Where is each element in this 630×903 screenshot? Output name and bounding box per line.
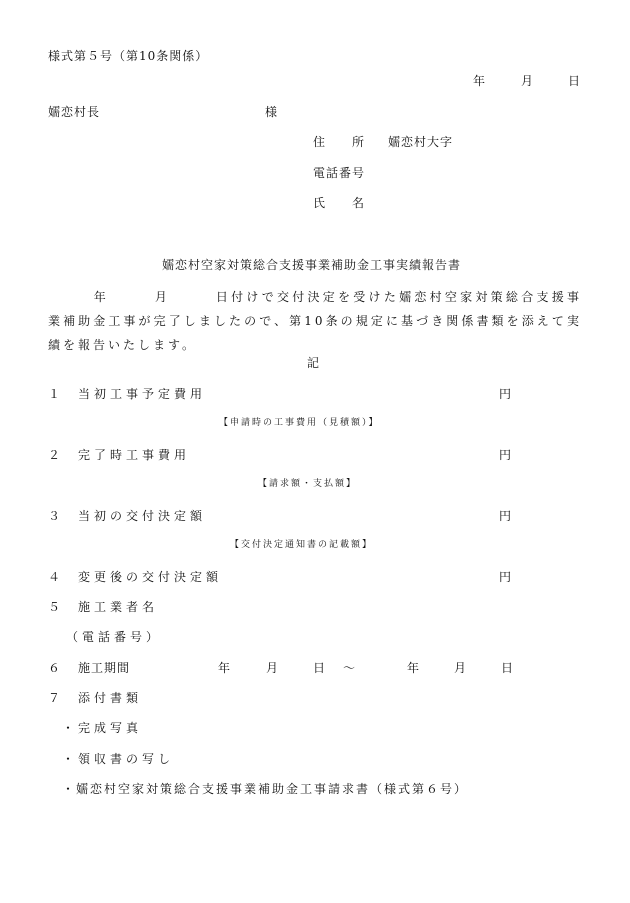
item6-number: ６ xyxy=(48,661,62,675)
item3-note: 【交付決定通知書の記載額】 xyxy=(230,540,374,550)
item6-start-month: 月 xyxy=(266,661,280,675)
date-day: 日 xyxy=(568,74,582,88)
item3-number: ３ xyxy=(48,509,62,523)
item1-note: 【申請時の工事費用（見積額）】 xyxy=(219,418,380,428)
form-number-label: 様式第５号（第10条関係） xyxy=(48,49,209,63)
item3-label: 当初の交付決定額 xyxy=(78,509,207,523)
name-label: 氏 名 xyxy=(313,196,366,210)
date-month: 月 xyxy=(521,74,535,88)
body-paragraph: 年 月 日付けで交付決定を受けた嬬恋村空家対策総合支援事業補助金工事が完了しましたので、第10条の規定に基づき関係書類を添えて実績を報告いたします。 xyxy=(48,290,582,352)
attachment-item: ・嬬恋村空家対策総合支援事業補助金工事請求書（様式第６号） xyxy=(62,782,469,796)
item6-end-day: 日 xyxy=(501,661,515,675)
item6-start-day: 日 xyxy=(313,661,327,675)
item5-phone-sub: （電話番号） xyxy=(66,630,163,644)
item6-tilde: ～ xyxy=(343,661,357,675)
item3-unit: 円 xyxy=(499,509,513,523)
item2-note: 【請求額・支払額】 xyxy=(258,479,358,489)
address-label: 住 所 xyxy=(313,135,366,149)
item5-number: ５ xyxy=(48,600,62,614)
item1-number: １ xyxy=(48,387,62,401)
item2-unit: 円 xyxy=(499,448,513,462)
address-value: 嬬恋村大字 xyxy=(388,135,454,149)
item4-label: 変更後の交付決定額 xyxy=(78,570,223,584)
item1-unit: 円 xyxy=(499,387,513,401)
item4-unit: 円 xyxy=(499,570,513,584)
item4-number: ４ xyxy=(48,570,62,584)
document-title: 嬬恋村空家対策総合支援事業補助金工事実績報告書 xyxy=(162,258,462,272)
ki-heading: 記 xyxy=(307,356,321,370)
phone-label: 電話番号 xyxy=(313,166,366,180)
item6-start-year: 年 xyxy=(218,661,232,675)
item2-label: 完了時工事費用 xyxy=(78,448,191,462)
item7-number: ７ xyxy=(48,691,62,705)
addressee-honorific: 様 xyxy=(265,105,279,119)
attachment-item: ・完成写真 xyxy=(62,721,143,735)
item7-label: 添付書類 xyxy=(78,691,143,705)
addressee-name: 嬬恋村長 xyxy=(48,105,101,119)
item6-end-year: 年 xyxy=(407,661,421,675)
item5-label: 施工業者名 xyxy=(78,600,159,614)
item2-number: ２ xyxy=(48,448,62,462)
item6-end-month: 月 xyxy=(454,661,468,675)
item6-label: 施工期間 xyxy=(78,661,131,675)
item1-label: 当初工事予定費用 xyxy=(78,387,207,401)
date-year: 年 xyxy=(473,74,487,88)
attachment-item: ・領収書の写し xyxy=(62,752,175,766)
